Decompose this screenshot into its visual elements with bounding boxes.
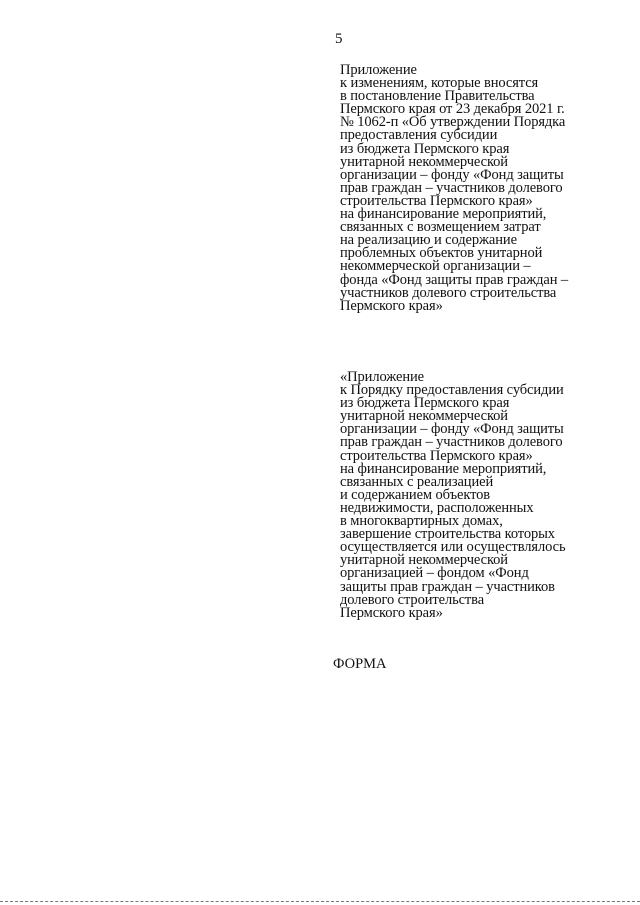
annex-to-procedure <box>340 371 638 620</box>
annex-header-line: предоставления субсидии <box>340 127 498 144</box>
annex-procedure-line: организации – фонду «Фонд защиты <box>340 421 564 438</box>
annex-header-line: проблемных объектов унитарной <box>340 245 543 262</box>
annex-procedure-line: унитарной некоммерческой <box>340 552 508 569</box>
annex-header-line: Пермского края» <box>340 297 443 314</box>
page-bottom-divider <box>0 901 640 902</box>
annex-header-line: № 1062-п «Об утверждении Порядка <box>340 114 566 131</box>
page-number: 5 <box>335 31 343 47</box>
annex-procedure-line: «Приложение <box>340 369 424 385</box>
annex-header-line: Пермского края от 23 декабря 2021 г. <box>340 101 565 118</box>
annex-procedure-line: завершение строительства которых <box>340 526 555 543</box>
annex-header-line: в постановление Правительства <box>340 88 535 105</box>
annex-procedure-line: и содержанием объектов <box>340 486 491 503</box>
annex-procedure-line: осуществляется или осуществлялось <box>340 539 566 556</box>
annex-header-line: на реализацию и содержание <box>340 232 517 249</box>
annex-header-line: к изменениям, которые вносятся <box>340 75 539 92</box>
annex-procedure-line: недвижимости, расположенных <box>340 499 534 516</box>
annex-header-line: организации – фонду «Фонд защиты <box>340 166 564 183</box>
annex-procedure-line: организацией – фондом «Фонд <box>340 565 529 582</box>
annex-procedure-line: долевого строительства <box>340 591 485 608</box>
annex-header-line: унитарной некоммерческой <box>340 153 508 170</box>
annex-header-line: связанных с возмещением затрат <box>340 219 541 236</box>
annex-procedure-line: прав граждан – участников долевого <box>340 434 563 451</box>
annex-header-line: участников долевого строительства <box>340 284 557 301</box>
annex-procedure-line: Пермского края» <box>340 604 443 621</box>
annex-procedure-line: унитарной некоммерческой <box>340 408 508 425</box>
annex-header-line: на финансирование мероприятий, <box>340 206 547 223</box>
annex-procedure-line: к Порядку предоставления субсидии <box>340 382 564 399</box>
annex-procedure-line: строительства Пермского края» <box>340 447 533 464</box>
annex-header-line: из бюджета Пермского края <box>340 140 510 157</box>
annex-header-line: строительства Пермского края» <box>340 192 533 209</box>
annex-procedure-line: на финансирование мероприятий, <box>340 460 547 477</box>
annex-header-line: фонда «Фонд защиты прав граждан – <box>340 271 569 288</box>
annex-procedure-line: защиты прав граждан – участников <box>340 578 555 595</box>
annex-procedure-line: в многоквартирных домах, <box>340 513 503 530</box>
annex-header <box>340 64 638 313</box>
annex-header-line: прав граждан – участников долевого <box>340 179 563 196</box>
annex-procedure-line: связанных с реализацией <box>340 473 494 490</box>
annex-procedure-line: из бюджета Пермского края <box>340 395 510 412</box>
annex-header-line: Приложение <box>340 62 417 78</box>
annex-header-line: некоммерческой организации – <box>340 258 531 275</box>
form-title: ФОРМА <box>333 656 387 672</box>
